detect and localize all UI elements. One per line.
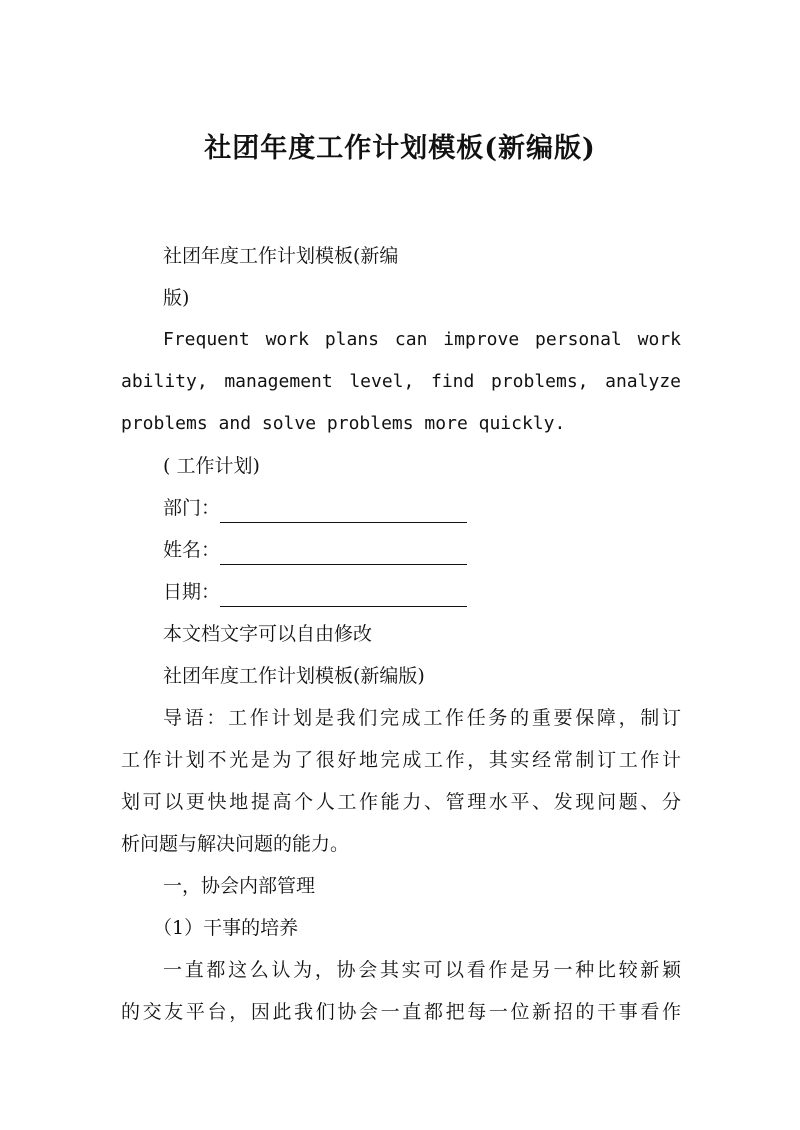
intro-line-1: 导语：工作计划是我们完成工作任务的重要保障，制订	[163, 707, 681, 729]
name-field[interactable]	[220, 542, 467, 565]
intro-line-3: 划可以更快地提高个人工作能力、管理水平、发现问题、分	[121, 791, 681, 813]
date-row	[163, 577, 681, 607]
category-label: ( 工作计划)	[163, 455, 260, 477]
department-row	[163, 493, 681, 523]
department-label: 部门：	[163, 497, 221, 519]
document-title: 社团年度工作计划模板(新编版)	[204, 133, 596, 164]
date-field[interactable]	[220, 584, 467, 607]
department-field[interactable]	[220, 500, 467, 523]
section-heading-1: 一，协会内部管理	[163, 875, 316, 897]
body-line-1: 一直都这么认为，协会其实可以看作是另一种比较新颖	[163, 959, 681, 981]
english-line-2: ability, management level, find problems, analyze	[121, 371, 681, 392]
intro-line-2: 工作计划不光是为了很好地完成工作，其实经常制订工作计	[121, 749, 681, 771]
body-line-2: 的交友平台，因此我们协会一直都把每一位新招的干事看作	[121, 1001, 681, 1023]
name-row	[163, 535, 681, 565]
english-line-1: Frequent work plans can improve personal work	[163, 329, 681, 350]
intro-line-4: 析问题与解决问题的能力。	[121, 833, 350, 855]
date-label: 日期：	[163, 581, 221, 603]
subtitle-line-2: 版)	[163, 287, 190, 309]
subtitle-line-1: 社团年度工作计划模板(新编	[163, 245, 399, 267]
english-line-3: problems and solve problems more quickly.	[121, 413, 566, 434]
repeat-title: 社团年度工作计划模板(新编版)	[163, 665, 425, 687]
subsection-heading-1: （1）干事的培养	[153, 917, 299, 939]
editable-note: 本文档文字可以自由修改	[163, 623, 373, 645]
name-label: 姓名：	[163, 539, 221, 561]
